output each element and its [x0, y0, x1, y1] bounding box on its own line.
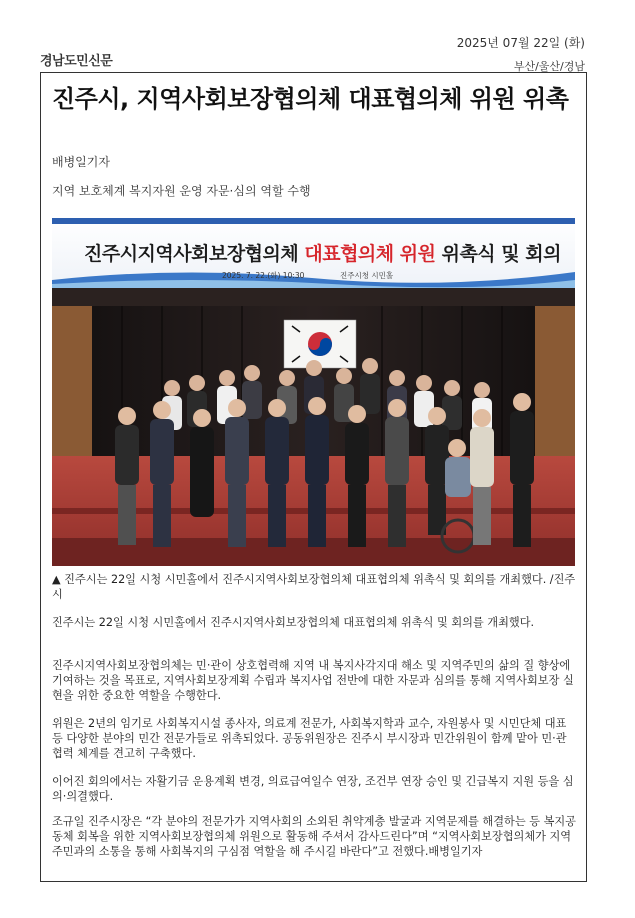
group-photo-illustration [52, 218, 575, 566]
article-headline: 진주시, 지역사회보장협의체 대표협의체 위원 위촉 [52, 85, 569, 113]
national-flag [284, 320, 356, 368]
newspaper-logo: 경남도민신문 [40, 54, 113, 69]
article-paragraph: 이어진 회의에서는 자활기금 운용계획 변경, 의료급여일수 연장, 조건부 연장 승인 및 긴급복지 지원 등을 심의·의결했다. [52, 775, 574, 803]
banner-title: 진주시지역사회보장협의체 대표협의체 위원 위촉식 및 회의 [84, 243, 561, 265]
banner-date: 2025. 7. 22.(화) 10:30 [222, 271, 305, 280]
publication-date: 2025년 07월 22일 (화) [456, 36, 585, 50]
photo-caption: ▲ 진주시는 22일 시청 시민홀에서 진주시지역사회보장협의체 대표협의체 위촉식 및 회의를 개최했다. /진주시 [52, 573, 576, 601]
article-photo [52, 218, 575, 566]
article-paragraph: 진주시지역사회보장협의체는 민·관이 상호협력해 지역 내 복지사각지대 해소 및 지역주민의 삶의 질 향상에 기여하는 것을 목표로, 지역사회보장계획 수립과 복지사업 전반에 대한 자문과 심의를 통해 지역사회보장 실현을 위한 중요한 역할을 수행한다. [52, 659, 574, 702]
article-subhead: 지역 보호체계 복지자원 운영 자문·심의 역할 수행 [52, 184, 311, 198]
article-paragraph: 위원은 2년의 임기로 사회복지시설 종사자, 의료계 전문가, 사회복지학과 교수, 자원봉사 및 시민단체 대표 등 다양한 분야의 민간 전문가들로 위촉되었다. 공동위원장은 진주시 부시장과 민간위원이 함께 맡아 민·관 협력 체계를 견고히 구축했다. [52, 717, 567, 760]
article-byline: 배병일기자 [52, 155, 110, 169]
banner-place: 진주시청 시민홀 [340, 271, 394, 280]
article-paragraph: 진주시는 22일 시청 시민홀에서 진주시지역사회보장협의체 대표협의체 위촉식 및 회의를 개최했다. [52, 616, 535, 629]
region-label: 부산/울산/경남 [513, 60, 585, 73]
article-paragraph: 조규일 진주시장은 “각 분야의 전문가가 지역사회의 소외된 취약계층 발굴과 지역문제를 해결하는 등 복지공동체 회복을 위한 지역사회보장협의체 위원으로 활동해 주셔서 감사드린다”며 “지역사회보장협의체가 지역주민과의 소통을 통해 사회복지의 구심점 역할을 해 주시길 바란다”고 전했다.배병일기자 [52, 815, 576, 858]
